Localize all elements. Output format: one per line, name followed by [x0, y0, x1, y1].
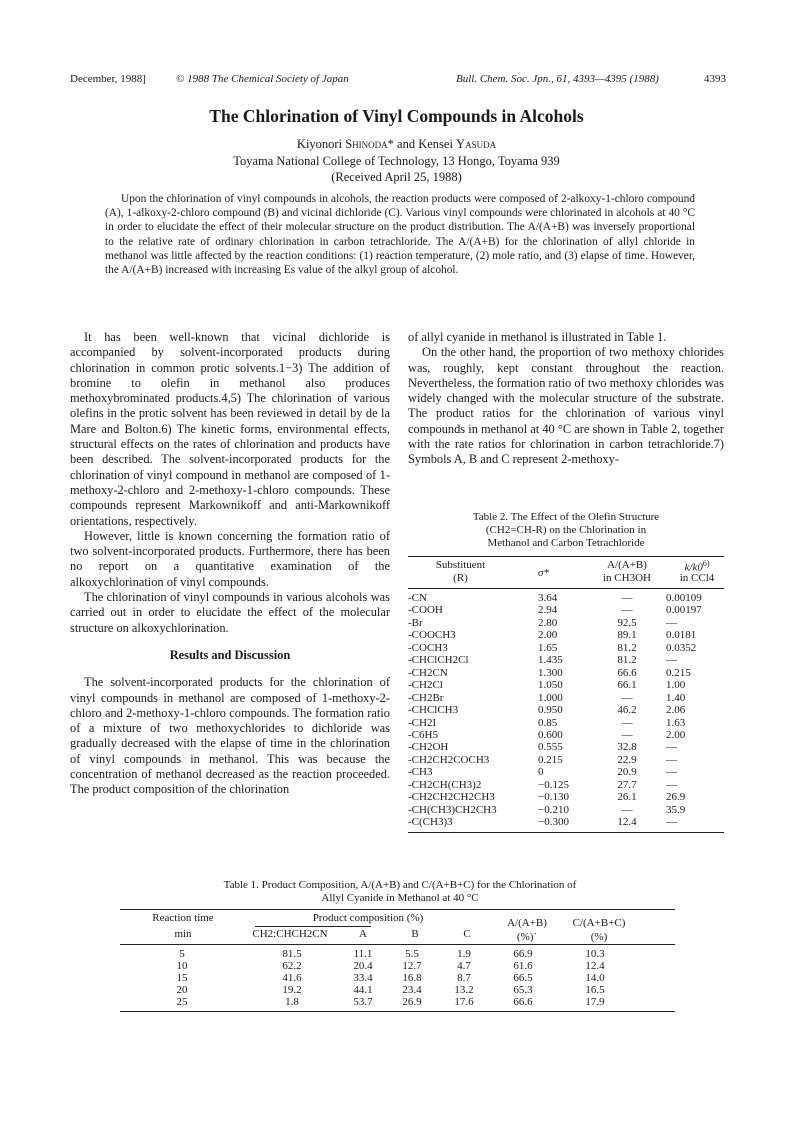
- table2-cell-ratio: 26.1: [617, 791, 637, 804]
- table2-cell-sigma: −0.210: [538, 803, 569, 816]
- table2-header-k: k/k0$^{6)}$: [684, 559, 710, 574]
- received-date: (Received April 25, 1988): [331, 170, 462, 184]
- table2-cell-k: —: [666, 654, 677, 667]
- author1-given: Kiyonori: [296, 137, 343, 151]
- table1-body: [120, 948, 675, 1008]
- table2-cell-ratio: —: [621, 592, 633, 604]
- table2-cell-substituent: -CH2CH2CH2CH3: [408, 791, 495, 804]
- table1-cell-c: 1.9: [457, 948, 471, 960]
- intro-paragraph-2: However, little is known concerning the formation ratio of two solvent-incorporated products. Furthermore, there has been no report on a quantitative examination of the alkoxychlorination of vinyl compounds.: [70, 528, 390, 589]
- author2-family: Yasuda: [456, 137, 497, 151]
- table1-cell-time: 15: [176, 972, 188, 984]
- table1-cell-a: 44.1: [353, 984, 373, 996]
- table1-cell-ratio-c: 12.4: [585, 960, 605, 972]
- table2-cell-substituent: -C6H5: [408, 728, 438, 741]
- table2-cell-sigma: 2.94: [538, 604, 558, 617]
- table1-bottom-rule: [120, 1011, 675, 1012]
- table1-cell-a: 53.7: [353, 996, 373, 1008]
- table1-cell-c: 17.6: [454, 996, 474, 1008]
- table1-cell-ratio-ab: 66.6: [513, 996, 533, 1008]
- table2-cell-k: 26.9: [666, 791, 686, 804]
- table2-cell-substituent: -CH2CH(CH3)2: [408, 778, 482, 791]
- table1-header-ratio-c-unit: (%): [590, 931, 608, 943]
- table1-cell-ratio-c: 17.9: [585, 996, 605, 1008]
- table1-spacer: [634, 996, 675, 1008]
- table1-cell-c: 4.7: [457, 960, 471, 972]
- table2-cell-k: —: [666, 753, 677, 766]
- table2-cell-sigma: 3.64: [538, 592, 558, 604]
- table1-caption: [120, 879, 680, 905]
- table1-spacer: [634, 984, 675, 996]
- table2-cell-k: 35.9: [666, 803, 686, 816]
- page-number: 4393: [704, 73, 726, 85]
- table2-cell-k: 2.00: [666, 728, 686, 741]
- paper-title: The Chlorination of Vinyl Compounds in Alcohols: [209, 106, 584, 126]
- table2-cell-k: —: [666, 616, 677, 629]
- table2-row: [408, 717, 724, 729]
- table1-row: [120, 948, 675, 960]
- corresponding-mark: *: [387, 137, 394, 151]
- table2-row: [408, 779, 724, 791]
- table1-top-rule: [120, 909, 675, 910]
- table1-cell-a: 11.1: [353, 948, 373, 960]
- table1-cell-substrate: 19.2: [282, 984, 302, 996]
- table2-header-r: (R): [453, 572, 468, 584]
- table2-row: [408, 617, 724, 629]
- table2-header-sigma: σ*: [538, 567, 549, 579]
- table2-cell-sigma: 0.950: [538, 704, 563, 717]
- table2-cell-substituent: -CH2Br: [408, 691, 444, 704]
- table1-cell-c: 8.7: [457, 972, 471, 984]
- table2-cell-ratio: 66.1: [617, 679, 637, 692]
- right-column: [408, 330, 724, 468]
- intro-paragraph-3: The chlorination of vinyl compounds in various alcohols was carried out in order to elucidate the effect of the molecular structure on alkoxychlorination.: [70, 590, 390, 635]
- table2-cell-ratio: 46.2: [617, 704, 637, 717]
- table1-cell-time: 20: [176, 984, 188, 996]
- table2-row: [408, 791, 724, 803]
- table2-row: [408, 766, 724, 778]
- table2-row: [408, 667, 724, 679]
- table1-cell-substrate: 41.6: [282, 972, 302, 984]
- table2-cell-substituent: -CH2Cl: [408, 679, 443, 692]
- table2-row: [408, 816, 724, 828]
- abstract: Upon the chlorination of vinyl compounds in alcohols, the reaction products were composed of 2-alkoxy-1-chloro compound (A), 1-alkoxy-2-chloro compound (B) and vicinal dichloride (C). Various vinyl compounds were chlorinated in alcohols at 40 °C in order to elucidate the effect of their molecular structure on the product distribution. The A/(A+B) was inversely proportional to the relative rate of ordinary chlorination in carbon tetrachloride. The A/(A+B) for the chlorination of allyl chloride in methanol was little affected by the reaction conditions: (1) reaction temperature, (2) mole ratio, and (3) elapse of time. However, the A/(A+B) increased with increasing Es value of the alkyl group of alcohol.: [105, 193, 695, 277]
- table2-cell-ratio: 81.2: [617, 654, 637, 667]
- table2-cell-sigma: 2.00: [538, 629, 558, 642]
- table2-caption-line3: Methanol and Carbon Tetrachloride: [487, 537, 645, 549]
- table2-cell-k: 1.63: [666, 716, 686, 729]
- table2-cell-sigma: 0.555: [538, 741, 563, 754]
- table1-header-time-unit: min: [174, 928, 192, 940]
- left-column: [70, 330, 390, 798]
- table1-cell-b: 23.4: [402, 984, 422, 996]
- table1-spacer: [634, 972, 675, 984]
- right-paragraph-2: On the other hand, the proportion of two methoxy chlorides was, roughly, kept constant throughout the reaction. Nevertheless, the formation ratio of two methoxy chlorides was widely changed with the molecular structure of the substrate. The product ratios for the chlorination of various vinyl compounds in methanol at 40 °C are shown in Table 2, together with the rate ratios for chlorination in carbon tetrachloride.7) Symbols A, B and C represent 2-methoxy-: [408, 345, 724, 467]
- table2-cell-ratio: 12.4: [617, 816, 637, 829]
- table2-cell-k: 0.00197: [666, 604, 702, 617]
- authors: [0, 137, 793, 152]
- table2-cell-substituent: -CHClCH3: [408, 704, 459, 717]
- table1-header-time: Reaction time: [152, 912, 214, 924]
- table2-row: [408, 629, 724, 641]
- table1-cell-ratio-ab: 66.5: [513, 972, 533, 984]
- table1-cell-a: 33.4: [353, 972, 373, 984]
- table2-cell-k: —: [666, 778, 677, 791]
- table2-cell-sigma: 0.85: [538, 716, 558, 729]
- table2-cell-ratio: 66.6: [617, 666, 637, 679]
- header-date: December, 1988]: [70, 73, 146, 85]
- table1-cell-substrate: 1.8: [285, 996, 299, 1008]
- table2-cell-substituent: -COCH3: [408, 641, 448, 654]
- table2-header-substituent: Substituent: [435, 559, 486, 571]
- table1-cell-substrate: 62.2: [282, 960, 302, 972]
- table2-cell-k: 0.0352: [666, 641, 697, 654]
- table1-cell-time: 5: [179, 948, 185, 960]
- table2-cell-substituent: -CH2CH2COCH3: [408, 753, 490, 766]
- table1-cell-ratio-c: 10.3: [585, 948, 605, 960]
- table2-cell-ratio: 22.9: [617, 753, 637, 766]
- table1-spacer: [634, 960, 675, 972]
- table2-row: [408, 704, 724, 716]
- table2-cell-sigma: −0.300: [538, 816, 569, 829]
- table1-header-a: A: [359, 928, 367, 940]
- table2-cell-ratio: 32.8: [617, 741, 637, 754]
- affiliation: Toyama National College of Technology, 13 Hongo, Toyama 939: [233, 154, 560, 168]
- table2-caption: [408, 511, 724, 550]
- table1-row: [120, 984, 675, 996]
- table2-cell-sigma: −0.130: [538, 791, 569, 804]
- header-copyright: © 1988 The Chemical Society of Japan: [176, 73, 349, 85]
- table1-caption-line1: Table 1. Product Composition, A/(A+B) and C/(A+B+C) for the Chlorination of: [223, 879, 577, 891]
- header-journal-citation: Bull. Chem. Soc. Jpn., 61, 4393—4395 (1988): [456, 73, 659, 85]
- table2-cell-k: 0.00109: [666, 592, 702, 604]
- table1-row: [120, 972, 675, 984]
- table2-cell-substituent: -C(CH3)3: [408, 816, 453, 829]
- table2-cell-ratio: 89.1: [617, 629, 637, 642]
- table1-spacer: [634, 948, 675, 960]
- table1-header: [120, 912, 675, 946]
- table2-header-ratio: A/(A+B): [607, 559, 647, 571]
- table1-row: [120, 960, 675, 972]
- table1-cell-b: 16.8: [402, 972, 422, 984]
- table1-cell-ratio-c: 16.5: [585, 984, 605, 996]
- table1-cell-ratio-ab: 66.9: [513, 948, 533, 960]
- table2-cell-k: —: [666, 766, 677, 779]
- table1-cell-b: 26.9: [402, 996, 422, 1008]
- table2-cell-k: 2.06: [666, 704, 686, 717]
- table1-cell-time: 25: [176, 996, 188, 1008]
- table2-cell-ratio: 20.9: [617, 766, 637, 779]
- table1-header-ratio-ab: A/(A+B): [507, 917, 547, 929]
- table2-cell-substituent: -CHClCH2Cl: [408, 654, 469, 667]
- table1-cell-b: 12.7: [402, 960, 422, 972]
- table2-cell-substituent: -CH3: [408, 766, 433, 779]
- table1-cell-a: 20.4: [353, 960, 373, 972]
- table1-header-ratio-c: C/(A+B+C): [572, 917, 626, 929]
- table1-composition-rule: [255, 926, 371, 927]
- table1-header-substrate: CH2:CHCH2CN: [252, 928, 328, 940]
- table2-cell-sigma: 0.600: [538, 728, 563, 741]
- table1-cell-ratio-ab: 65.3: [513, 984, 533, 996]
- table2-cell-k: 0.0181: [666, 629, 697, 642]
- table2-cell-ratio: 27.7: [617, 778, 637, 791]
- table2-header-rule: [408, 588, 724, 589]
- table2-cell-sigma: 0.215: [538, 753, 563, 766]
- table2-row: [408, 592, 724, 604]
- table2-cell-substituent: -CH2CN: [408, 666, 448, 679]
- table2-cell-sigma: 1.435: [538, 654, 563, 667]
- table1-cell-substrate: 81.5: [282, 948, 302, 960]
- table2-cell-substituent: -CH2I: [408, 716, 437, 729]
- right-paragraph-1: of allyl cyanide in methanol is illustrated in Table 1.: [408, 330, 667, 344]
- table2-cell-ratio: —: [621, 803, 633, 816]
- table2-cell-ratio: —: [621, 604, 633, 617]
- table2-row: [408, 679, 724, 691]
- table2-cell-sigma: 1.300: [538, 666, 563, 679]
- table2-body: [408, 592, 724, 829]
- table2-cell-sigma: 1.65: [538, 641, 558, 654]
- table2-bottom-rule: [408, 832, 724, 833]
- table2-caption-line1: Table 2. The Effect of the Olefin Structure: [472, 511, 660, 523]
- table2-top-rule: [408, 556, 724, 557]
- table2-cell-k: 0.215: [666, 666, 691, 679]
- table2-cell-ratio: 92.5: [617, 616, 637, 629]
- table2-cell-substituent: -CH(CH3)CH2CH3: [408, 803, 497, 816]
- table1-header-c: C: [463, 928, 471, 940]
- table2-row: [408, 804, 724, 816]
- table1: [120, 948, 675, 1008]
- table1-cell-time: 10: [176, 960, 188, 972]
- table1-cell-ratio-ab: 61.6: [513, 960, 533, 972]
- table2-cell-ratio: —: [621, 716, 633, 729]
- author2-given: Kensei: [418, 137, 453, 151]
- table1-header-rule: [120, 944, 675, 945]
- table2-cell-sigma: 0: [538, 766, 544, 779]
- table2-cell-substituent: -CH2OH: [408, 741, 449, 754]
- table1-cell-c: 13.2: [454, 984, 474, 996]
- results-paragraph-1: The solvent-incorporated products for the chlorination of vinyl compounds in methanol are composed of 1-methoxy-2-chloro and 2-methoxy-1-chloro compounds. The formation ratio of a mixture of two methoxychlorides to dichloride was gradually decreased with the elapse of time in the chlorination of vinyl compounds in methanol. This was because the concentration of methanol decreased as the reaction proceeded. The product composition of the chlorination: [70, 675, 390, 797]
- table1-cell-b: 5.5: [405, 948, 419, 960]
- intro-paragraph-1: It has been well-known that vicinal dichloride is accompanied by solvent-incorporated products during chlorination in common protic solvents.1−3) The addition of bromine to olefin in methanol also produces methoxybrominated products.4,5) The chlorination of various olefins in the protic solvent has been reviewed in detail by de la Mare and Bolton.6) The kinetic forms, environmental effects, structural effects on the rates of chlorination and products have been described. The solvent-incorporated products for the chlorination of vinyl compound in methanol are composed of 1-methoxy-2-chloro and 2-methoxy-1-chloro compounds. These compounds represent Markownikoff and anti-Markownikoff orientations, respectively.: [70, 330, 390, 528]
- section-heading: Results and Discussion: [169, 647, 291, 662]
- table2: [408, 592, 724, 829]
- author1-family: Shinoda: [345, 137, 388, 151]
- table1-row: [120, 996, 675, 1008]
- table2-cell-ratio: —: [621, 728, 633, 741]
- table1-header-b: B: [411, 928, 419, 940]
- table2-cell-substituent: -Br: [408, 616, 423, 629]
- table2-cell-substituent: -COOCH3: [408, 629, 456, 642]
- table2-row: [408, 741, 724, 753]
- table2-cell-sigma: −0.125: [538, 778, 569, 791]
- table2-row: [408, 729, 724, 741]
- table1-header-ratio-ab-unit: (%)˙: [516, 931, 538, 943]
- table2-row: [408, 642, 724, 654]
- table2-cell-sigma: 2.80: [538, 616, 558, 629]
- table2-cell-k: 1.00: [666, 679, 686, 692]
- table2-row: [408, 654, 724, 666]
- author-connector: and: [397, 137, 416, 151]
- table2-caption-line2: (CH2=CH-R) on the Chlorination in: [485, 524, 647, 536]
- table1-header-composition: Product composition (%): [312, 912, 424, 924]
- table2-cell-sigma: 1.000: [538, 691, 563, 704]
- table2-row: [408, 754, 724, 766]
- table2-cell-k: 1.40: [666, 691, 686, 704]
- table2-cell-sigma: 1.050: [538, 679, 563, 692]
- table2-row: [408, 692, 724, 704]
- table2-cell-substituent: -COOH: [408, 604, 443, 617]
- table2-cell-substituent: -CN: [408, 592, 427, 604]
- table2-cell-ratio: —: [621, 691, 633, 704]
- table2-row: [408, 604, 724, 616]
- table1-caption-line2: Allyl Cyanide in Methanol at 40 °C: [321, 892, 479, 904]
- table2-cell-k: —: [666, 741, 677, 754]
- table2-cell-ratio: 81.2: [617, 641, 637, 654]
- table1-cell-ratio-c: 14.0: [585, 972, 605, 984]
- table2-header-ratio-sub: in CH3OH: [603, 572, 651, 584]
- table2-cell-k: —: [666, 816, 677, 829]
- table2-header-k-sub: in CCl4: [679, 572, 715, 584]
